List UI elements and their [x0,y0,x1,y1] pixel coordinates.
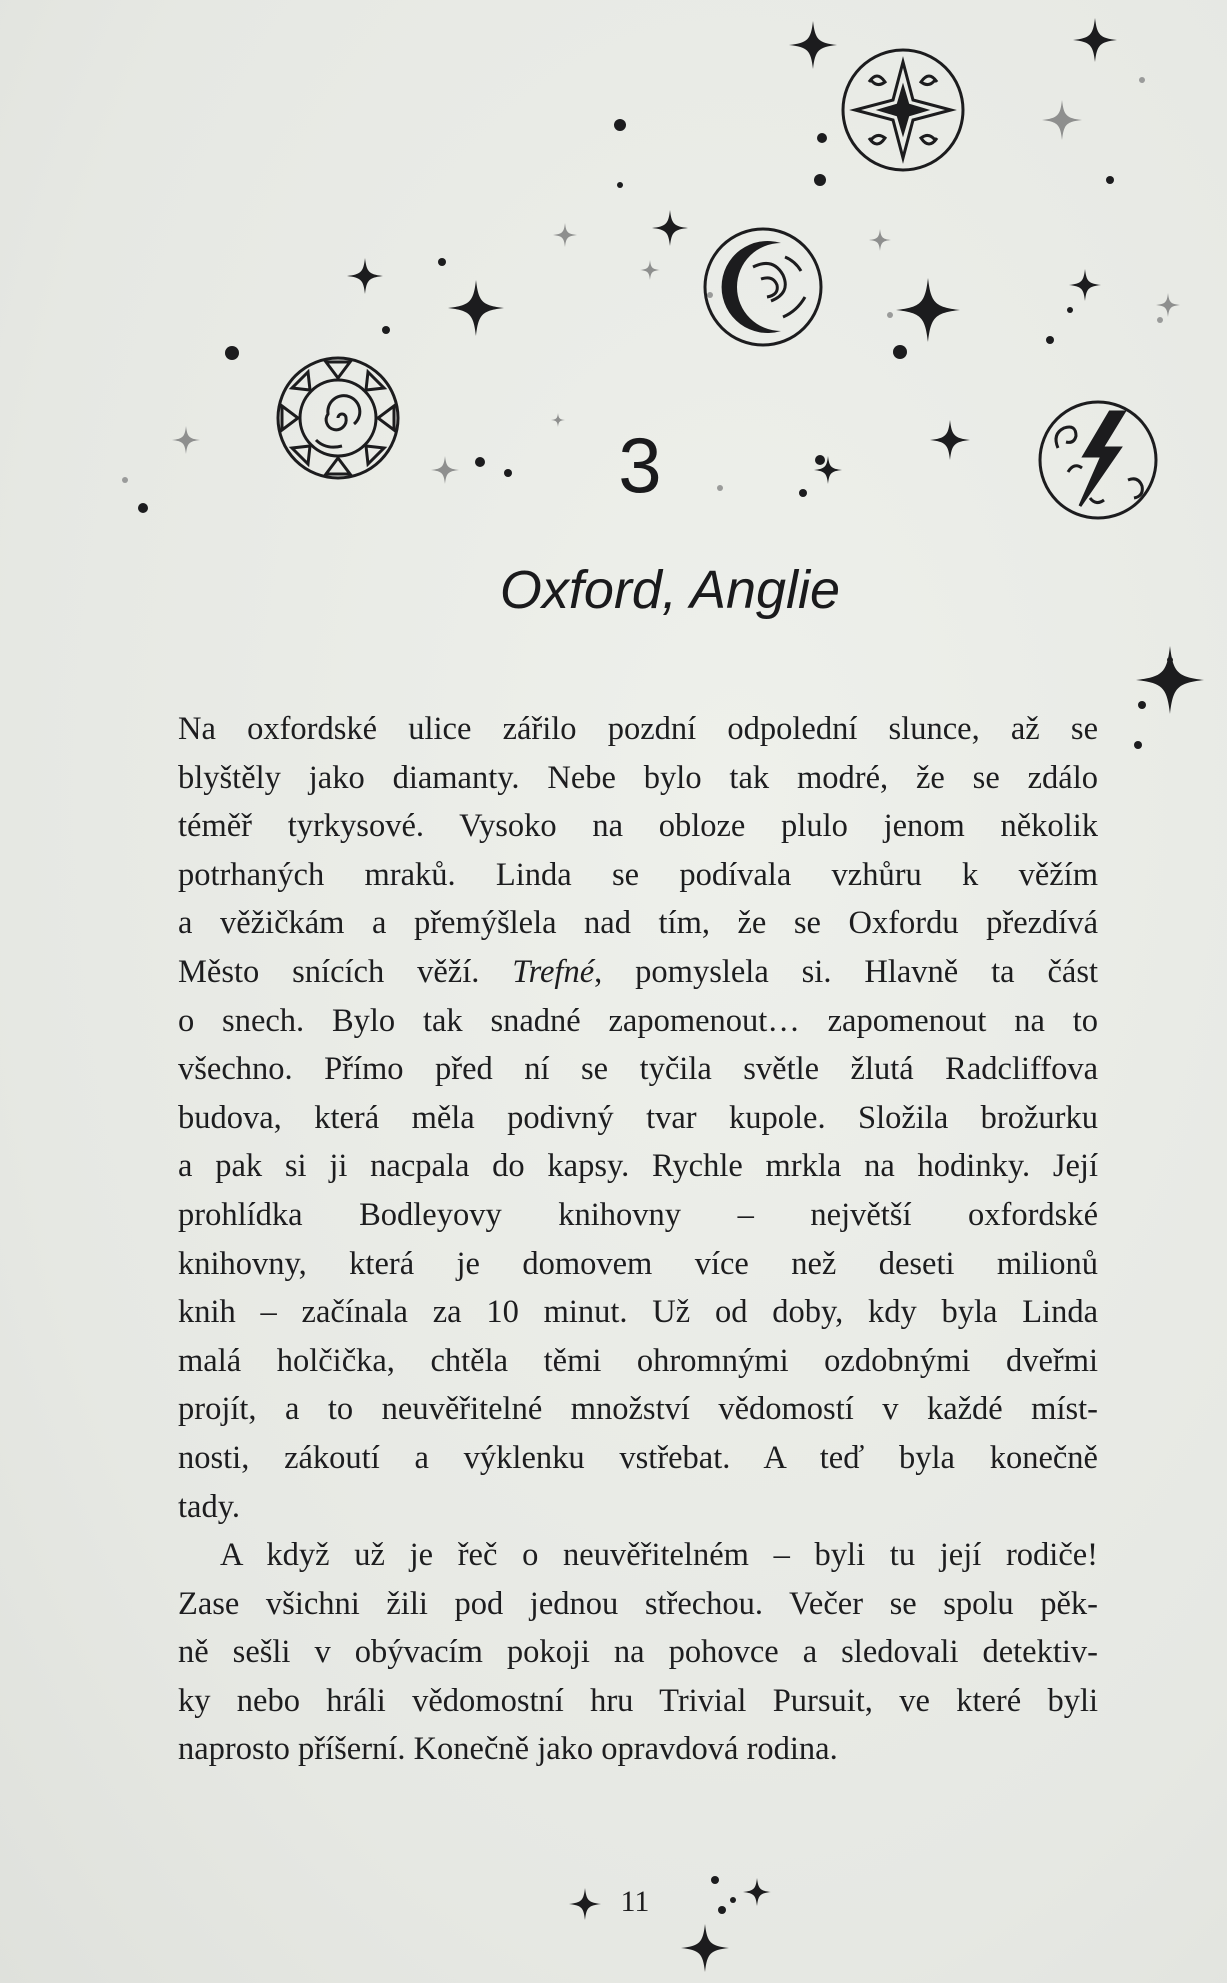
star-icon [569,1888,601,1920]
chapter-text [178,705,1098,1774]
star-icon [1069,269,1101,301]
text-line: potrhaných mraků. Linda se podívala vzhůru k věžím [178,856,1098,893]
text-line: knihovny, která je domovem více než deseti milionů [178,1245,1098,1282]
text-line: Zase všichni žili pod jednou střechou. Večer se spolu pěk- [178,1585,1098,1622]
chapter-title: Oxford, Anglie [499,560,841,620]
text-line: nosti, zákoutí a výklenku vstřebat. A teď byla konečně [178,1439,1098,1476]
star-icon [681,1924,729,1972]
text-line: blyštěly jako diamanty. Nebe bylo tak modré, že se zdálo [178,759,1098,796]
page-number: 11 [620,1885,650,1918]
star-icon [640,260,660,280]
text-line: prohlídka Bodleyovy knihovny – největší oxfordské [178,1196,1098,1233]
star-icon [551,413,565,427]
text-line: naprosto příšerní. Konečně jako opravdová rodina. [178,1731,838,1768]
star-icon [1136,646,1204,714]
sun-spiral-medallion-icon [278,358,398,478]
crescent-moon-medallion-icon [705,229,821,345]
star-icon [1073,18,1117,62]
text-line-with-italic [178,948,1098,997]
compass-star-medallion-icon [843,50,963,170]
star-icon [553,223,577,247]
paragraph-2 [178,1531,1098,1774]
text-line: tady. [178,1488,240,1525]
text-line: ky nebo hráli vědomostní hru Trivial Pursuit, ve které byli [178,1682,1098,1719]
text-line: projít, a to neuvěřitelné množství vědomostí v každé míst- [178,1391,1098,1428]
text-line: a pak si ji nacpala do kapsy. Rychle mrkla na hodinky. Její [178,1148,1098,1185]
text-line: budova, která měla podivný tvar kupole. Složila brožurku [178,1099,1098,1136]
text-line: všechno. Přímo před ní se tyčila světle žlutá Radcliffova [178,1051,1098,1088]
italic-word: Trefné [512,953,595,990]
text-fragment: Město snících věží. [178,953,513,990]
text-line: A když už je řeč o neuvěřitelném – byli tu její rodiče! [220,1537,1098,1574]
text-fragment: , pomyslela si. Hlavně ta část [594,953,1098,990]
star-icon [1042,100,1082,140]
text-line: téměř tyrkysové. Vysoko na obloze plulo jenom několik [178,808,1098,845]
text-line: ně sešli v obývacím pokoji na pohovce a sledovali detektiv- [178,1634,1098,1671]
star-icon [743,1878,771,1906]
text-line: Na oxfordské ulice zářilo pozdní odpolední slunce, až se [178,711,1098,747]
star-icon [431,456,459,484]
text-line: o snech. Bylo tak snadné zapomenout… zapomenout na to [178,1002,1098,1039]
text-line: malá holčička, chtěla těmi ohromnými ozdobnými dveřmi [178,1342,1098,1379]
text-line: knih – začínala za 10 minut. Už od doby, kdy byla Linda [178,1294,1098,1331]
star-icon [172,426,200,454]
paragraph-1 [178,705,1098,1531]
text-line: a věžičkám a přemýšlela nad tím, že se Oxfordu přezdívá [178,905,1098,942]
star-icon [652,210,688,246]
star-icon [896,278,960,342]
lightning-bolt-medallion-icon [1040,402,1156,518]
star-icon [930,420,970,460]
star-icon [789,21,837,69]
chapter-number: 3 [618,421,662,509]
star-icon [347,258,383,294]
star-icon [1156,293,1180,317]
star-icon [448,280,504,336]
star-icon [869,229,891,251]
